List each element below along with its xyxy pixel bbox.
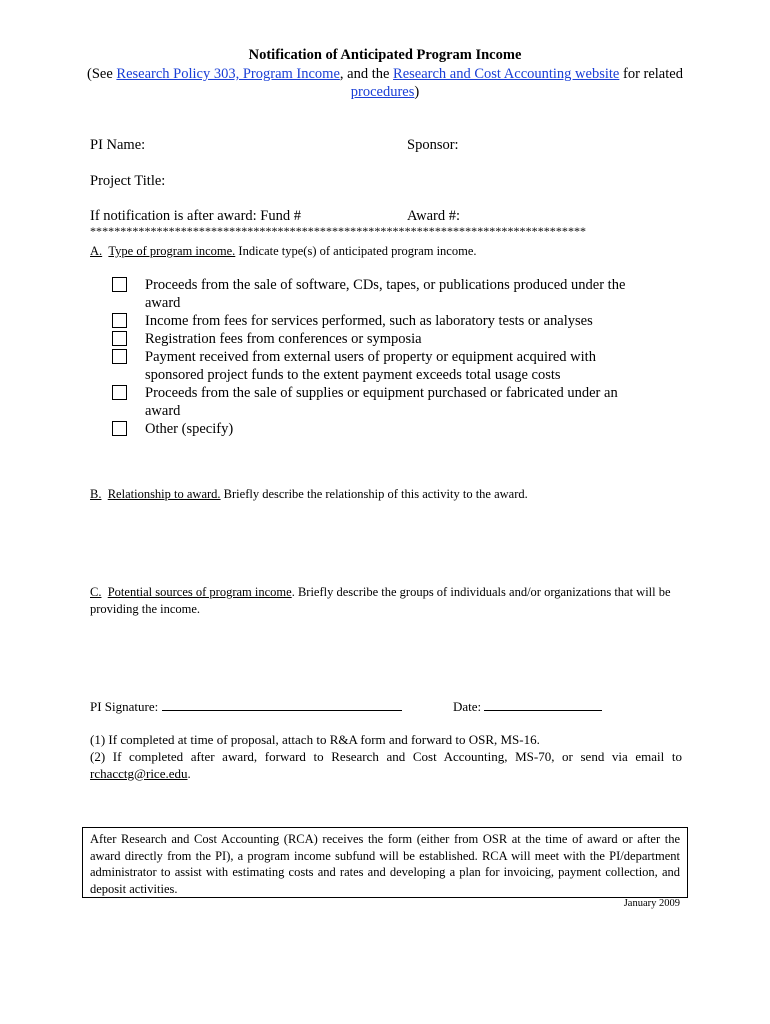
check-label-equipment-payment: Payment received from external users of property or equipment acquired with sponsored project funds to the extent payment exceeds total usage costs	[145, 349, 596, 383]
subtitle-prefix: (See	[87, 66, 117, 82]
checkbox-other[interactable]	[112, 421, 127, 436]
note-after-award	[90, 748, 682, 782]
check-item-other	[112, 420, 672, 438]
date-line[interactable]	[484, 698, 602, 711]
asterisk-separator: **********************************************************************************	[90, 225, 587, 237]
sponsor-label: Sponsor:	[407, 137, 459, 153]
checkbox-registration[interactable]	[112, 331, 127, 346]
date-label: Date:	[453, 699, 482, 714]
section-a-letter: A.	[90, 244, 103, 258]
section-c-heading	[90, 584, 682, 617]
form-title: Notification of Anticipated Program Income	[248, 47, 522, 63]
pi-name-label: PI Name:	[90, 137, 146, 153]
note-after-award-end: .	[187, 766, 191, 781]
check-label-other: Other (specify)	[145, 421, 234, 437]
subtitle-mid: , and the	[339, 66, 394, 82]
checkbox-software[interactable]	[112, 277, 127, 292]
pi-signature-line[interactable]	[162, 698, 402, 711]
check-item-services	[112, 312, 672, 330]
subtitle-for: for related	[619, 66, 683, 82]
section-b-title: Relationship to award.	[107, 487, 221, 501]
section-b-letter: B.	[90, 487, 102, 501]
section-c-title: Potential sources of program income	[107, 585, 292, 599]
checkbox-supplies[interactable]	[112, 385, 127, 400]
fund-number-label: If notification is after award: Fund #	[90, 208, 301, 224]
project-title-label: Project Title:	[90, 173, 166, 189]
procedures-link[interactable]: procedures	[350, 84, 415, 100]
routing-notes	[90, 731, 682, 782]
section-c-letter: C.	[90, 585, 102, 599]
section-b-heading	[90, 486, 682, 503]
check-item-software	[112, 276, 672, 312]
checkbox-equipment-payment[interactable]	[112, 349, 127, 364]
form-subtitle	[80, 65, 690, 101]
subtitle-suffix: )	[414, 84, 420, 100]
rca-email-link[interactable]: rchacctg@rice.edu	[90, 766, 188, 781]
section-c-instruction: . Briefly describe the groups of individuals and/or organizations that will be providing the income.	[90, 585, 671, 616]
pi-signature-label: PI Signature:	[90, 699, 159, 714]
date-row	[453, 698, 673, 716]
check-label-registration: Registration fees from conferences or symposia	[145, 331, 422, 347]
revision-date: January 2009	[623, 898, 680, 909]
check-label-software: Proceeds from the sale of software, CDs, tapes, or publications produced under the award	[145, 277, 626, 311]
award-number-label: Award #:	[407, 208, 461, 224]
checkbox-services[interactable]	[112, 313, 127, 328]
note-proposal: (1) If completed at time of proposal, attach to R&A form and forward to OSR, MS-16.	[90, 732, 540, 747]
section-b-instruction: Briefly describe the relationship of this activity to the award.	[220, 487, 528, 501]
section-a-title: Type of program income.	[108, 244, 236, 258]
section-a-heading	[90, 243, 682, 260]
research-policy-link[interactable]: Research Policy 303, Program Income	[116, 66, 340, 82]
section-a-instruction: Indicate type(s) of anticipated program income.	[235, 244, 477, 258]
check-label-services: Income from fees for services performed, such as laboratory tests or analyses	[145, 313, 593, 329]
check-item-equipment-payment	[112, 348, 672, 384]
rca-website-link[interactable]: Research and Cost Accounting website	[393, 66, 620, 82]
program-income-checklist	[112, 276, 672, 438]
check-item-registration	[112, 330, 672, 348]
rca-info-box: After Research and Cost Accounting (RCA) receives the form (either from OSR at the time of award or after the award directly from the PI), a program income subfund will be established. RCA will meet with the PI/department administrator to assist with estimating costs and rates and developing a plan for invoicing, payment collection, and deposit activities.	[82, 827, 688, 898]
check-label-supplies: Proceeds from the sale of supplies or equipment purchased or fabricated under an award	[145, 385, 618, 419]
check-item-supplies	[112, 384, 672, 420]
note-after-award-text: (2) If completed after award, forward to Research and Cost Accounting, MS-70, or send via email to	[90, 749, 682, 764]
